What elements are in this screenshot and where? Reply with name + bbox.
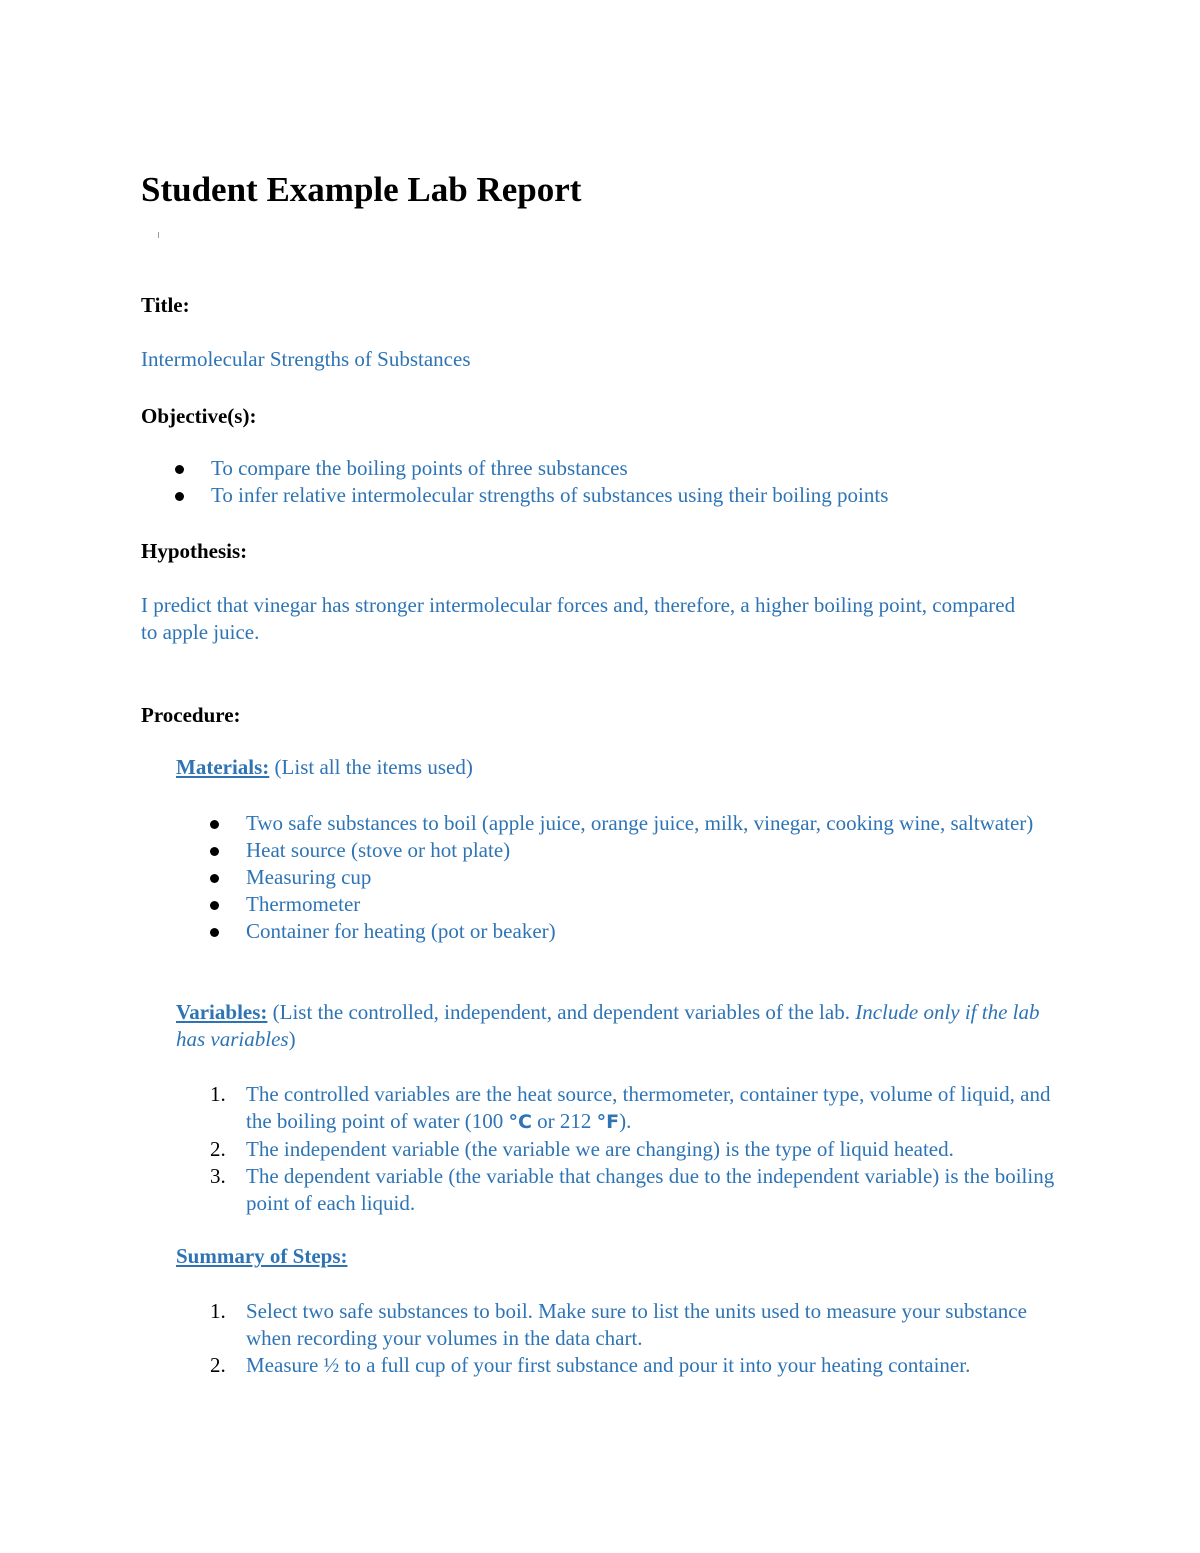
bullet-icon [175, 492, 184, 501]
variable-text-part: or 212 [531, 1109, 597, 1133]
variable-text-part: The controlled variables are the heat source, thermometer, container type, volume of liquid, and the boiling point of water (100 [246, 1082, 1051, 1133]
list-item [176, 918, 1036, 945]
material-text: Heat source (stove or hot plate) [246, 838, 511, 862]
list-item [141, 455, 1041, 482]
document-title: Student Example Lab Report [141, 170, 582, 209]
fahrenheit-unit: °F [596, 1111, 620, 1133]
title-text: Intermolecular Strengths of Substances [141, 347, 471, 371]
steps-list [176, 1298, 1066, 1379]
list-item [176, 1352, 1066, 1379]
steps-label: Summary of Steps: [176, 1244, 348, 1268]
bullet-icon [210, 874, 219, 883]
materials-note: (List all the items used) [269, 755, 473, 779]
materials-line [176, 754, 1066, 781]
material-text: Two safe substances to boil (apple juice, orange juice, milk, vinegar, cooking wine, saltwater) [246, 811, 1034, 835]
list-number: 1. [210, 1299, 226, 1323]
list-item [141, 482, 1041, 509]
title-heading: Title: [141, 293, 190, 317]
list-item [176, 1298, 1066, 1352]
material-text: Thermometer [246, 892, 361, 916]
objectives-list [141, 455, 1041, 509]
hypothesis-heading: Hypothesis: [141, 539, 248, 563]
variables-note-end: ) [288, 1027, 296, 1051]
materials-label: Materials: [176, 755, 270, 779]
variable-text: The independent variable (the variable we are changing) is the type of liquid heated. [246, 1137, 954, 1161]
list-number: 1. [210, 1082, 226, 1106]
procedure-heading: Procedure: [141, 703, 241, 727]
variables-list [176, 1081, 1056, 1217]
variables-line [176, 999, 1061, 1053]
variables-label: Variables: [176, 1000, 268, 1024]
list-number: 2. [210, 1137, 226, 1161]
steps-line [176, 1243, 1066, 1270]
list-number: 2. [210, 1353, 226, 1377]
list-item [176, 1163, 1056, 1217]
bullet-icon [210, 847, 219, 856]
objective-text: To infer relative intermolecular strengths of substances using their boiling points [211, 483, 889, 507]
material-text: Container for heating (pot or beaker) [246, 919, 556, 943]
bullet-icon [210, 820, 219, 829]
objective-text: To compare the boiling points of three substances [211, 456, 628, 480]
objectives-heading: Objective(s): [141, 404, 257, 428]
list-item [176, 891, 1036, 918]
step-text: Measure ½ to a full cup of your first substance and pour it into your heating container. [246, 1353, 971, 1377]
list-item [176, 837, 1036, 864]
variable-text: The dependent variable (the variable that changes due to the independent variable) is the boiling point of each liquid. [246, 1164, 1055, 1215]
list-number: 3. [210, 1164, 226, 1188]
list-item [176, 1081, 1056, 1136]
bullet-icon [210, 928, 219, 937]
celsius-unit: °C [508, 1111, 532, 1133]
hypothesis-text: I predict that vinegar has stronger intermolecular forces and, therefore, a higher boiling point, compared to apple juice. [141, 593, 1016, 644]
variables-note-italic: Include only if the lab has variables [176, 1000, 1040, 1051]
variable-text [246, 1082, 1050, 1133]
step-text: Select two safe substances to boil. Make sure to list the units used to measure your substance when recording your volumes in the data chart. [246, 1299, 1027, 1350]
variables-note: (List the controlled, independent, and dependent variables of the lab. [267, 1000, 856, 1024]
cursor-mark [158, 232, 159, 238]
material-text: Measuring cup [246, 865, 372, 889]
materials-list [176, 810, 1036, 945]
bullet-icon [175, 465, 184, 474]
list-item [176, 864, 1036, 891]
variable-text-part: ). [619, 1109, 632, 1133]
bullet-icon [210, 901, 219, 910]
list-item [176, 810, 1036, 837]
list-item [176, 1136, 1056, 1163]
